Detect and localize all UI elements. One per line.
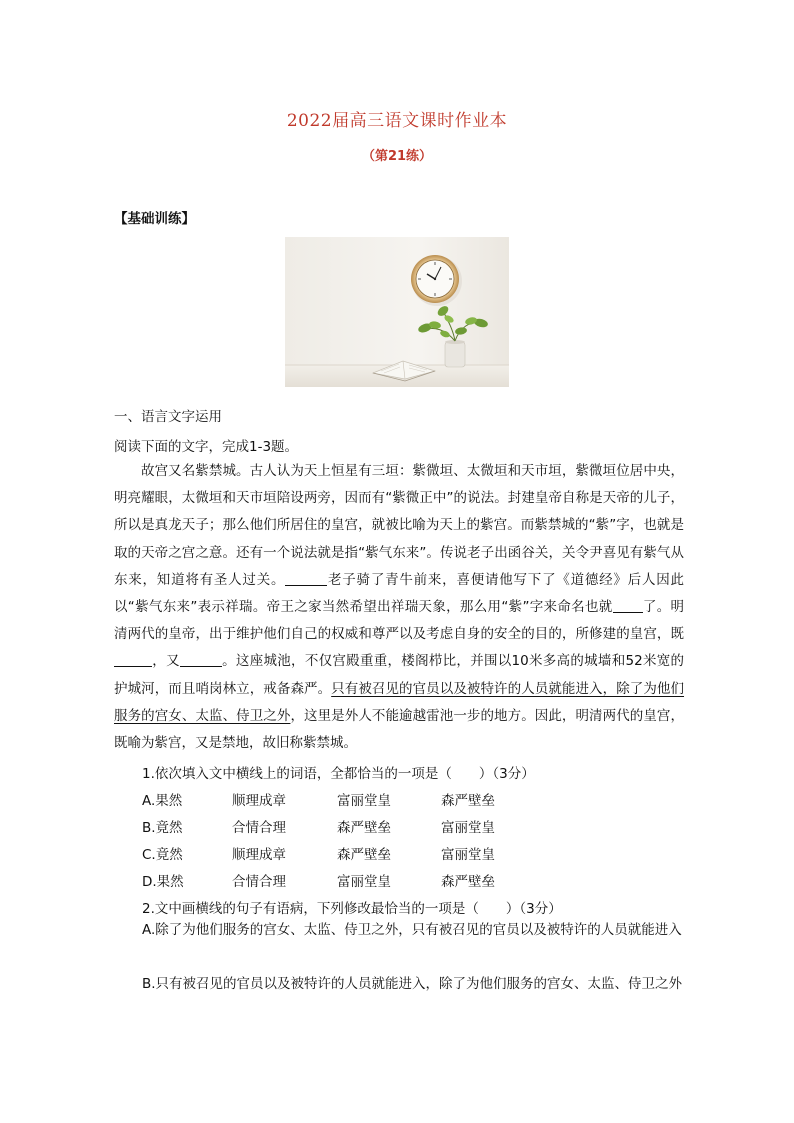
fill-blank-4 bbox=[180, 652, 222, 667]
option-word: 富丽堂皇 bbox=[337, 793, 391, 809]
document-subtitle: （第21练） bbox=[361, 149, 433, 164]
illustration-photo bbox=[285, 237, 509, 387]
passage-text: 老子骑了青牛前来，喜便请他写下了《道德经》后人因此以“紫气东来”表示祥瑞。帝王之家当然希望出祥瑞天象，那么用“紫”字来命名也就 bbox=[114, 571, 685, 616]
section-label: 【基础训练】 bbox=[114, 211, 195, 227]
option-word: 合情合理 bbox=[232, 874, 286, 890]
option-word: 顺理成章 bbox=[232, 847, 286, 863]
question-1-stem: 1.依次填入文中横线上的词语，全都恰当的一项是（ ）（3分） bbox=[142, 766, 535, 782]
option-label: B.竟然 bbox=[142, 820, 183, 836]
fill-blank-2 bbox=[613, 598, 643, 613]
question-2-stem: 2.文中画横线的句子有语病，下列修改最恰当的一项是（ ）（3分） bbox=[142, 901, 562, 917]
fill-blank-3 bbox=[114, 652, 152, 667]
option-label: A.果然 bbox=[142, 793, 183, 809]
question-2-option-b: B.只有被召见的官员以及被特许的人员就能进入，除了为他们服务的宫女、太监、侍卫之外 bbox=[142, 976, 683, 992]
option-word: 森严壁垒 bbox=[441, 874, 495, 890]
option-word: 富丽堂皇 bbox=[441, 820, 495, 836]
option-word: 森严壁垒 bbox=[441, 793, 495, 809]
passage-text: ，又 bbox=[152, 653, 180, 670]
option-word: 合情合理 bbox=[232, 820, 286, 836]
passage-text: 。这座城池，不仅宫殿重重，楼阁栉比，并围以10米多高的城墙和52米宽的护城河，而且哨岗林立，戒备森严。 bbox=[114, 653, 685, 697]
passage-text: ，这里是外人不能逾越雷池一步的地方。因此，明清两代的皇宫，既喻为紫宫，又是禁地，故旧称紫禁城。 bbox=[114, 707, 685, 752]
option-label: C.竟然 bbox=[142, 847, 183, 863]
passage-text: 了。明清两代的皇帝，出于维护他们自己的权威和尊严以及考虑自身的安全的目的，所修建的皇宫，既 bbox=[114, 599, 684, 643]
fill-blank-1 bbox=[285, 571, 327, 586]
option-word: 森严壁垒 bbox=[337, 820, 391, 836]
option-word: 富丽堂皇 bbox=[337, 874, 391, 890]
option-word: 富丽堂皇 bbox=[441, 847, 495, 863]
reading-instruction: 阅读下面的文字，完成1-3题。 bbox=[114, 439, 299, 455]
reading-passage bbox=[114, 458, 684, 757]
question-2-option-a: A.除了为他们服务的宫女、太监、侍卫之外，只有被召见的官员以及被特许的人员就能进入 bbox=[142, 922, 682, 938]
underlined-sentence: 只有被召见的官员以及被特许的人员就能进入，除了为他们服务的宫女、太监、侍卫之外 bbox=[114, 680, 685, 724]
option-word: 顺理成章 bbox=[232, 793, 286, 809]
option-word: 森严壁垒 bbox=[337, 847, 391, 863]
passage-text: 故宫又名紫禁城。古人认为天上恒星有三垣：紫微垣、太微垣和天市垣，紫微垣位居中央，明亮耀眼，太微垣和天市垣陪设两旁，因而有“紫微正中”的说法。封建皇帝自称是天帝的儿子，所以是真龙天子；那么他们所居住的皇宫，就被比喻为天上的紫宫。而紫禁城的“紫”字，也就是取的天帝之宫之意。还有一个说法就是指“紫气东来”。传说老子出函谷关，关令尹喜见有紫气从东来，知道将有圣人过关。 bbox=[114, 463, 684, 588]
option-label: D.果然 bbox=[142, 874, 184, 890]
document-title: 2022届高三语文课时作业本 bbox=[286, 111, 508, 131]
clock-and-plant-illustration bbox=[285, 237, 509, 387]
part-heading: 一、语言文字运用 bbox=[114, 409, 222, 425]
